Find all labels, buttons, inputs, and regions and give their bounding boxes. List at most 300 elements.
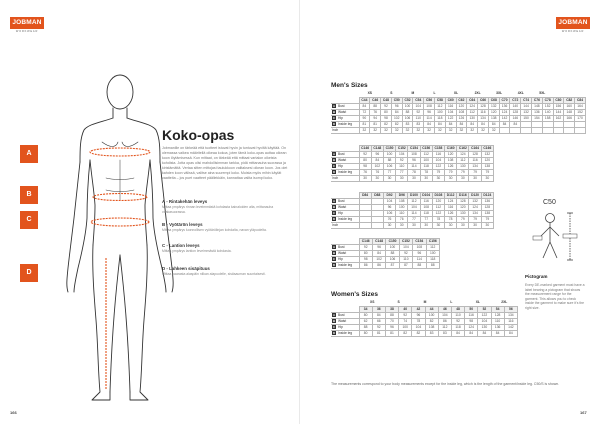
row-label-text: Inch: [332, 127, 339, 132]
table-cell: 112: [467, 109, 478, 115]
table-cell: 30: [457, 223, 469, 229]
table-cell: 79: [469, 170, 481, 176]
table-cell: 76: [396, 217, 408, 223]
table-cell: 144: [521, 103, 532, 109]
table-cell: 96: [391, 103, 402, 109]
table-cell: 92: [413, 109, 424, 115]
marker-c: C: [20, 211, 38, 229]
table-cell: 118: [426, 257, 439, 263]
women-sizes-title: Women's Sizes: [331, 291, 378, 298]
table-cell: 124: [465, 324, 478, 330]
table-cell: 122: [478, 312, 491, 318]
table-cell: 80: [381, 109, 392, 115]
row-letter-badge: A: [332, 152, 336, 156]
size-label: L: [433, 91, 436, 96]
table-cell: 148: [564, 109, 575, 115]
table-cell: 130: [457, 164, 469, 170]
table-cell: 32: [413, 127, 424, 133]
table-cell: 32: [370, 127, 381, 133]
table-cell: 116: [465, 312, 478, 318]
table-cell: 128: [491, 312, 504, 318]
table-cell: 110: [413, 115, 424, 121]
table-cell: 32: [456, 127, 467, 133]
size-code: D124: [481, 193, 493, 199]
table-cell: 81: [372, 330, 385, 336]
row-label-text: Hip: [338, 115, 343, 120]
table-cell: 118: [420, 211, 432, 217]
row-letter-badge: C: [332, 257, 336, 261]
table-cell: 87: [386, 263, 399, 269]
table-cell: 84: [445, 121, 456, 127]
table-cell: 30: [396, 223, 408, 229]
table-cell: 134: [469, 164, 481, 170]
table-cell: 83: [413, 121, 424, 127]
table-cell: 86: [359, 263, 372, 269]
measurement-c-text: Mittaa ympärys lantion leveimmästä kohdasta.: [162, 249, 232, 253]
table-cell: 134: [478, 115, 489, 121]
table-cell: [542, 127, 553, 133]
table-cell: 136: [491, 324, 504, 330]
table-cell: 108: [420, 205, 432, 211]
table-cell: 92: [359, 152, 371, 158]
table-cell: 120: [481, 158, 493, 164]
table-cell: 114: [408, 164, 420, 170]
table-cell: 78: [445, 217, 457, 223]
size-label: M: [411, 91, 415, 96]
row-label-text: Bust: [338, 245, 345, 249]
table-cell: 96: [408, 158, 420, 164]
table-cell: 84: [510, 121, 521, 127]
row-letter-badge: A: [332, 103, 336, 108]
table-cell: 116: [478, 109, 489, 115]
table-cell: 162: [553, 115, 564, 121]
table-row: [331, 330, 518, 336]
table-cell: 108: [396, 199, 408, 205]
table-cell: 82: [381, 121, 392, 127]
table-cell: 100: [434, 109, 445, 115]
size-code: 48: [451, 306, 464, 312]
row-label-text: Hip: [338, 257, 343, 261]
size-code: C48: [381, 97, 392, 103]
size-code: D100: [408, 193, 420, 199]
row-label: [331, 176, 359, 182]
table-cell: 32: [434, 127, 445, 133]
table-cell: 30: [432, 223, 444, 229]
size-code: C68: [488, 97, 499, 103]
row-label: [331, 263, 359, 269]
measurement-c: [162, 243, 290, 254]
table-cell: 79: [481, 217, 493, 223]
size-code: C156: [426, 239, 439, 245]
table-cell: 84: [478, 121, 489, 127]
table-cell: 79: [445, 170, 457, 176]
size-code: C146: [359, 146, 371, 152]
table-cell: 30: [469, 223, 481, 229]
women-size-table: [331, 300, 518, 337]
size-code: 56: [504, 306, 517, 312]
table-cell: 77: [396, 170, 408, 176]
row-label-text: Hip: [338, 324, 343, 329]
table-cell: [510, 127, 521, 133]
size-code: D92: [383, 193, 395, 199]
table-cell: 32: [424, 127, 435, 133]
table-cell: 100: [426, 251, 439, 257]
table-cell: 88: [383, 158, 395, 164]
table-cell: 84: [465, 330, 478, 336]
table-cell: 80: [359, 330, 372, 336]
table-cell: [553, 127, 564, 133]
marker-b: B: [20, 186, 38, 204]
table-cell: 83: [438, 330, 451, 336]
size-code: C66: [478, 97, 489, 103]
table-cell: 30: [371, 176, 383, 182]
table-cell: 81: [359, 121, 370, 127]
table-cell: 154: [532, 115, 543, 121]
table-cell: 108: [424, 103, 435, 109]
table-cell: 120: [488, 109, 499, 115]
table-cell: 156: [553, 103, 564, 109]
table-cell: 100: [425, 312, 438, 318]
measurement-b-text: Mittaa ympärys luonnollisen vyötärölinjan kohdalta, navan yläpuolelta.: [162, 228, 267, 232]
marker-a: A: [20, 145, 38, 163]
size-label: XL: [453, 91, 459, 96]
table-cell: 98: [359, 164, 371, 170]
table-cell: 84: [499, 121, 510, 127]
table-cell: 79: [457, 170, 469, 176]
row-label-text: Inside leg: [338, 170, 353, 174]
row-label-text: Inside leg: [338, 330, 353, 335]
table-cell: 96: [413, 251, 426, 257]
table-cell: 80: [359, 312, 372, 318]
size-code: 54: [491, 306, 504, 312]
table-cell: 70: [385, 318, 398, 324]
table-cell: 114: [413, 257, 426, 263]
measurement-d-heading: D - Lahkeen sisäpituus: [162, 266, 210, 271]
size-code: C72: [510, 97, 521, 103]
size-code: 46: [438, 306, 451, 312]
table-cell: 30: [432, 176, 444, 182]
table-row: [331, 176, 494, 182]
table-cell: [521, 127, 532, 133]
row-letter-badge: C: [332, 115, 336, 120]
table-cell: 98: [359, 257, 372, 263]
table-cell: 94: [370, 115, 381, 121]
table-cell: 88: [402, 109, 413, 115]
table-cell: 30: [359, 176, 371, 182]
table-cell: 118: [434, 115, 445, 121]
table-cell: 112: [438, 324, 451, 330]
table-cell: 142: [504, 324, 517, 330]
table-cell: 134: [469, 211, 481, 217]
marker-d: D: [20, 264, 38, 282]
table-cell: 76: [359, 170, 371, 176]
size-code: D116: [457, 193, 469, 199]
table-cell: 150: [521, 115, 532, 121]
table-cell: 82: [412, 330, 425, 336]
table-cell: 142: [499, 115, 510, 121]
page-number-left: 166: [10, 410, 17, 415]
size-label: XS: [370, 300, 375, 305]
measurement-c-heading: C - Lantion leveys: [162, 243, 200, 248]
table-cell: 138: [481, 164, 493, 170]
size-code: C150: [386, 239, 399, 245]
table-cell: 88: [359, 324, 372, 330]
table-cell: 32: [488, 127, 499, 133]
table-cell: 144: [553, 109, 564, 115]
table-cell: 132: [469, 199, 481, 205]
size-label: 3XL: [496, 91, 503, 96]
table-cell: 92: [381, 103, 392, 109]
table-cell: 114: [408, 211, 420, 217]
table-cell: 104: [445, 109, 456, 115]
table-cell: [371, 223, 383, 229]
size-code: 44: [425, 306, 438, 312]
table-cell: 32: [402, 127, 413, 133]
table-cell: 164: [575, 103, 586, 109]
size-code: 52: [478, 306, 491, 312]
table-cell: 132: [481, 152, 493, 158]
table-cell: 82: [425, 318, 438, 324]
brand-logo-right: JOBMAN: [556, 17, 590, 29]
table-cell: [564, 127, 575, 133]
size-code: C50: [391, 97, 402, 103]
table-cell: 104: [383, 199, 395, 205]
row-label: [331, 127, 359, 133]
table-cell: 104: [478, 318, 491, 324]
row-label-text: Bust: [338, 152, 345, 156]
table-cell: 76: [371, 170, 383, 176]
brand-tagline-right: WORKWEAR: [561, 30, 585, 33]
table-cell: 88: [370, 103, 381, 109]
table-cell: 84: [491, 330, 504, 336]
size-label: S: [390, 91, 393, 96]
table-cell: 96: [372, 245, 385, 251]
table-cell: 128: [469, 152, 481, 158]
table-cell: 78: [420, 170, 432, 176]
size-code: C166: [481, 146, 493, 152]
table-cell: 84: [371, 158, 383, 164]
size-label: M: [423, 300, 427, 305]
size-code: D108: [432, 193, 444, 199]
table-cell: 124: [499, 109, 510, 115]
row-letter-badge: B: [332, 109, 336, 114]
table-cell: 81: [385, 330, 398, 336]
measurement-d-text: Mittaa haarasta alaspäin nilkan alapuolelle, sisäsauman suuntaisesti.: [162, 272, 266, 276]
table-cell: 86: [372, 263, 385, 269]
page-title: Koko-opas: [162, 127, 235, 143]
table-cell: 170: [575, 115, 586, 121]
table-cell: 92: [399, 251, 412, 257]
table-cell: 110: [451, 312, 464, 318]
table-cell: 32: [445, 127, 456, 133]
table-cell: 30: [445, 176, 457, 182]
row-label-text: Inch: [332, 176, 339, 180]
table-cell: 88: [386, 251, 399, 257]
pictogram-figure: [532, 210, 580, 266]
pictogram-title: Pictogram: [525, 274, 548, 279]
table-cell: 116: [420, 199, 432, 205]
table-cell: 92: [399, 312, 412, 318]
size-label: 5XL: [539, 91, 546, 96]
row-label-text: Hip: [338, 164, 343, 168]
size-code: D84: [359, 193, 371, 199]
table-cell: 30: [457, 176, 469, 182]
table-cell: 112: [408, 199, 420, 205]
size-code: C62: [456, 97, 467, 103]
table-cell: 87: [399, 263, 412, 269]
size-code: 42: [412, 306, 425, 312]
men-size-table-4: [331, 238, 440, 269]
table-cell: 104: [438, 312, 451, 318]
table-cell: 112: [426, 245, 439, 251]
table-cell: 80: [359, 251, 372, 257]
size-code: C160: [445, 146, 457, 152]
table-cell: 138: [488, 115, 499, 121]
table-cell: 112: [457, 158, 469, 164]
table-cell: 108: [456, 109, 467, 115]
row-letter-badge: B: [332, 158, 336, 162]
size-code: D88: [371, 193, 383, 199]
table-cell: 84: [424, 121, 435, 127]
table-cell: 92: [451, 318, 464, 324]
table-cell: 166: [564, 115, 575, 121]
row-letter-badge: A: [332, 312, 336, 317]
size-code: C82: [564, 97, 575, 103]
table-cell: 120: [445, 152, 457, 158]
table-row: [331, 127, 586, 133]
table-cell: 110: [396, 211, 408, 217]
table-cell: 30: [481, 176, 493, 182]
table-cell: 84: [478, 330, 491, 336]
table-cell: 100: [402, 103, 413, 109]
table-cell: 30: [408, 223, 420, 229]
table-cell: 120: [457, 205, 469, 211]
size-code: C152: [399, 239, 412, 245]
table-cell: 116: [432, 152, 444, 158]
size-label: S: [397, 300, 400, 305]
size-code: D104: [420, 193, 432, 199]
table-cell: 78: [412, 318, 425, 324]
row-letter-badge: A: [332, 199, 336, 203]
table-cell: 158: [542, 115, 553, 121]
table-cell: 96: [424, 109, 435, 115]
size-code: C80: [553, 97, 564, 103]
measurement-b-heading: B - Vyötärön leveys: [162, 222, 203, 227]
size-code: D112: [445, 193, 457, 199]
table-cell: 120: [456, 103, 467, 109]
table-cell: 128: [457, 199, 469, 205]
table-row: [331, 223, 494, 229]
table-cell: 81: [370, 121, 381, 127]
table-cell: 128: [510, 109, 521, 115]
table-cell: 126: [445, 164, 457, 170]
size-code: C44: [359, 97, 370, 103]
row-label-text: Inside leg: [338, 121, 353, 126]
table-cell: 106: [383, 211, 395, 217]
size-code: C46: [370, 97, 381, 103]
table-cell: 100: [396, 205, 408, 211]
size-code: C74: [521, 97, 532, 103]
table-cell: 83: [402, 121, 413, 127]
brand-logo-left: JOBMAN: [10, 17, 44, 29]
size-label: 2XL: [501, 300, 508, 305]
table-cell: 84: [434, 121, 445, 127]
table-cell: 102: [371, 164, 383, 170]
row-letter-badge: B: [332, 318, 336, 323]
intro-text: Jobmanille on tärkeää että tuotteet istuvat hyvin ja tuntuvat hyviltä käyttää. On olemassa vaikea määritellä oikeaa kokoa, joten tämä koko-opas auttaa oikean koon löytämisessä. Kun mittaat, on tärkeää että mittaat vartalon oikeista kohdista. Jotta opas olisi mahdollisimman tarkka, pidä mittanauha suorassa ja kiristämättä. Vertaa sitten mittojasi taulukkoon valitaksesi oikean koon. Jos olet kahden koon välissä, valitse aina suurempi koko. Muista myös mihin käytät vaatteita – jos puet vaatteet päällekkäin, kannattaa valita isompi koko.: [162, 146, 288, 180]
size-code: C52: [402, 97, 413, 103]
table-cell: 134: [504, 312, 517, 318]
table-cell: 88: [426, 263, 439, 269]
table-cell: 100: [399, 324, 412, 330]
table-cell: 62: [359, 318, 372, 324]
table-cell: 102: [372, 257, 385, 263]
table-cell: 104: [408, 205, 420, 211]
table-cell: 83: [425, 330, 438, 336]
table-cell: 88: [385, 312, 398, 318]
table-cell: 122: [432, 211, 444, 217]
size-code: C156: [420, 146, 432, 152]
table-cell: 78: [432, 217, 444, 223]
table-cell: 116: [504, 318, 517, 324]
size-label: 4XL: [517, 91, 524, 96]
table-cell: 106: [402, 115, 413, 121]
table-cell: 76: [370, 109, 381, 115]
table-cell: 104: [432, 158, 444, 164]
table-cell: 30: [408, 176, 420, 182]
table-cell: 30: [420, 223, 432, 229]
row-label-text: Inside leg: [338, 263, 353, 267]
size-code: C148: [372, 239, 385, 245]
row-letter-badge: D: [332, 217, 336, 221]
table-cell: [359, 223, 371, 229]
table-cell: 76: [383, 217, 395, 223]
table-cell: 84: [456, 121, 467, 127]
table-cell: 112: [432, 205, 444, 211]
table-cell: 100: [383, 152, 395, 158]
table-row: [331, 263, 440, 269]
table-cell: 78: [408, 170, 420, 176]
row-letter-badge: C: [332, 324, 336, 329]
brand-tagline-left: WORKWEAR: [15, 30, 39, 33]
size-code: 38: [385, 306, 398, 312]
table-cell: 88: [413, 263, 426, 269]
size-code: C154: [413, 239, 426, 245]
table-cell: 148: [532, 103, 543, 109]
row-letter-badge: D: [332, 330, 336, 335]
table-cell: 110: [491, 318, 504, 324]
table-cell: 118: [451, 324, 464, 330]
table-cell: 66: [372, 318, 385, 324]
table-cell: 84: [488, 121, 499, 127]
table-cell: 84: [359, 103, 370, 109]
size-code: C150: [383, 146, 395, 152]
table-cell: 128: [481, 205, 493, 211]
table-cell: 92: [396, 158, 408, 164]
table-cell: 128: [478, 103, 489, 109]
row-label: [331, 330, 359, 336]
size-label: 2XL: [474, 91, 481, 96]
measurement-d: [162, 266, 290, 277]
measurement-a-text: Mittaa ympärys rinnan leveimmästä kohdasta kainaloiden alta, mittanauha vaakasuorassa.: [162, 205, 274, 214]
table-cell: 79: [457, 217, 469, 223]
table-cell: 112: [434, 103, 445, 109]
table-cell: 96: [412, 312, 425, 318]
table-cell: 84: [451, 330, 464, 336]
table-cell: [532, 127, 543, 133]
table-cell: 108: [445, 158, 457, 164]
table-cell: 98: [465, 318, 478, 324]
